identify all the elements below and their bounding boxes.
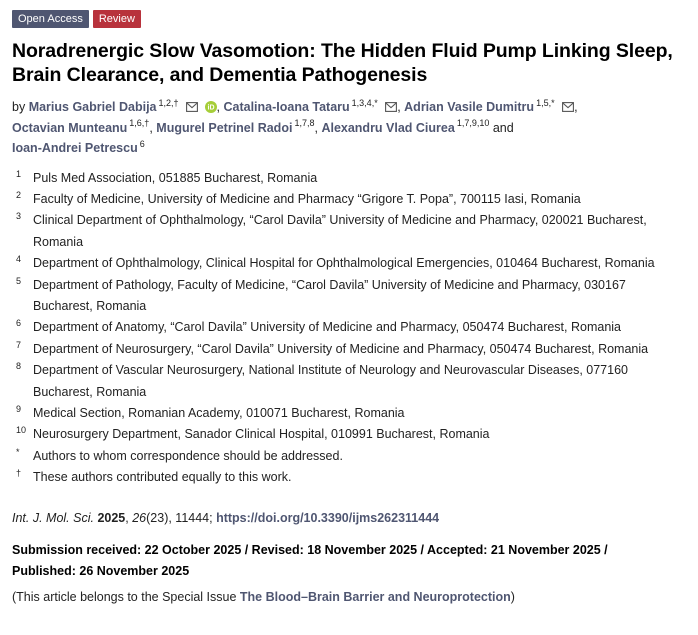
affiliation-text: Neurosurgery Department, Sanador Clinical Hospital, 010991 Bucharest, Romania (33, 427, 490, 442)
author-affiliation-sup: 1,6,† (129, 118, 150, 129)
affiliation-number: 8 (16, 361, 22, 372)
citation-issue: (23), 11444; (146, 510, 217, 525)
special-issue-suffix: ) (510, 589, 515, 604)
affiliation-number: 9 (16, 403, 22, 414)
author-separator: , (574, 100, 578, 114)
orcid-icon[interactable] (205, 101, 217, 113)
author-link[interactable]: Mugurel Petrinel Radoi (156, 120, 293, 135)
affiliation-text: Department of Vascular Neurosurgery, National Institute of Neurology and Neurovascular Diseases, 077160 Bucharest, Romania (33, 363, 628, 399)
affiliation-number: 4 (16, 254, 22, 265)
article-title: Noradrenergic Slow Vasomotion: The Hidden Fluid Pump Linking Sleep, Brain Clearance, and Dementia Pathogenesis (12, 40, 673, 86)
affiliation-text: Department of Ophthalmology, Clinical Hospital for Ophthalmological Emergencies, 010464 Bucharest, Romania (33, 256, 655, 271)
special-issue-note (12, 587, 686, 608)
publication-dates (12, 540, 686, 582)
affiliation-text: Puls Med Association, 051885 Bucharest, Romania (33, 170, 318, 185)
affiliation-item (12, 253, 686, 274)
correspondence-note (12, 446, 686, 467)
affiliation-number: 3 (16, 211, 22, 222)
citation-separator: , (125, 510, 133, 525)
open-access-badge[interactable]: Open Access (12, 10, 89, 28)
affiliation-item (12, 317, 686, 338)
article-type-badge[interactable]: Review (93, 10, 141, 28)
author-link[interactable]: Octavian Munteanu (12, 120, 128, 135)
affiliation-text: These authors contributed equally to this work. (33, 470, 292, 485)
author-separator: , (149, 120, 153, 135)
author-affiliation-sup: 1,2,† (158, 97, 179, 108)
affiliation-number: 2 (16, 189, 22, 200)
affiliation-item (12, 275, 686, 318)
author-list (12, 97, 686, 159)
affiliation-item (12, 168, 686, 189)
author-affiliation-sup: 6 (139, 138, 145, 149)
affiliation-item (12, 360, 686, 403)
affiliation-text: Department of Anatomy, “Carol Davila” University of Medicine and Pharmacy, 050474 Bucharest, Romania (33, 320, 622, 335)
mail-icon[interactable] (385, 102, 397, 112)
affiliation-item (12, 189, 686, 210)
affiliation-text: Authors to whom correspondence should be addressed. (33, 448, 343, 463)
special-issue-link[interactable]: The Blood–Brain Barrier and Neuroprotection (239, 589, 511, 604)
affiliation-number: † (16, 468, 22, 479)
badge-row (12, 10, 686, 28)
journal-name: Int. J. Mol. Sci. (12, 510, 94, 525)
doi-link[interactable]: https://doi.org/10.3390/ijms262311444 (216, 510, 440, 525)
authors-and-label: and (492, 120, 514, 135)
citation-year: 2025 (97, 510, 126, 525)
author-affiliation-sup: 1,5,* (536, 97, 555, 108)
affiliation-item (12, 424, 686, 445)
author-separator: , (397, 100, 401, 114)
citation-line (12, 508, 686, 528)
affiliation-text: Clinical Department of Ophthalmology, “Carol Davila” University of Medicine and Pharmacy, 020021 Bucharest, Romania (33, 213, 647, 249)
author-affiliation-sup: 1,7,9,10 (456, 118, 490, 129)
affiliation-number: 10 (16, 425, 27, 436)
mail-icon[interactable] (186, 102, 198, 112)
citation-volume: 26 (132, 510, 147, 525)
author-affiliation-sup: 1,7,8 (294, 118, 315, 129)
dates-line-1: Submission received: 22 October 2025 / Revised: 18 November 2025 / Accepted: 21 November 2025 / (12, 542, 608, 557)
affiliation-text: Faculty of Medicine, University of Medicine and Pharmacy “Grigore T. Popa”, 700115 Iasi, Romania (33, 191, 581, 206)
affiliation-text: Medical Section, Romanian Academy, 010071 Bucharest, Romania (33, 405, 405, 420)
mail-icon[interactable] (562, 102, 574, 112)
dates-line-2: Published: 26 November 2025 (12, 563, 190, 578)
special-issue-prefix: (This article belongs to the Special Issue (12, 589, 240, 604)
affiliation-item (12, 339, 686, 360)
affiliation-text: Department of Pathology, Faculty of Medicine, “Carol Davila” University of Medicine and Pharmacy, 030167 Bucharest, Romania (33, 277, 626, 313)
affiliation-text: Department of Neurosurgery, “Carol Davila” University of Medicine and Pharmacy, 050474 Bucharest, Romania (33, 341, 649, 356)
author-link[interactable]: Marius Gabriel Dabija (28, 100, 157, 114)
affiliation-item (12, 403, 686, 424)
affiliation-number: 1 (16, 168, 22, 179)
author-affiliation-sup: 1,3,4,* (351, 97, 378, 108)
author-separator: , (216, 100, 220, 114)
affiliation-number: 5 (16, 275, 22, 286)
affiliation-item (12, 210, 686, 253)
affiliation-number: 7 (16, 339, 22, 350)
author-link[interactable]: Adrian Vasile Dumitru (404, 100, 535, 114)
affiliation-number: 6 (16, 318, 22, 329)
author-link[interactable]: Ioan-Andrei Petrescu (12, 141, 138, 155)
author-separator: , (314, 120, 318, 135)
affiliation-list (12, 168, 686, 489)
equal-contribution-note (12, 467, 686, 488)
svg-text:iD: iD (207, 104, 215, 112)
authors-by-label: by (12, 100, 26, 114)
author-link[interactable]: Alexandru Vlad Ciurea (321, 120, 455, 135)
author-link[interactable]: Catalina-Ioana Tataru (223, 100, 350, 114)
affiliation-number: * (16, 446, 20, 457)
